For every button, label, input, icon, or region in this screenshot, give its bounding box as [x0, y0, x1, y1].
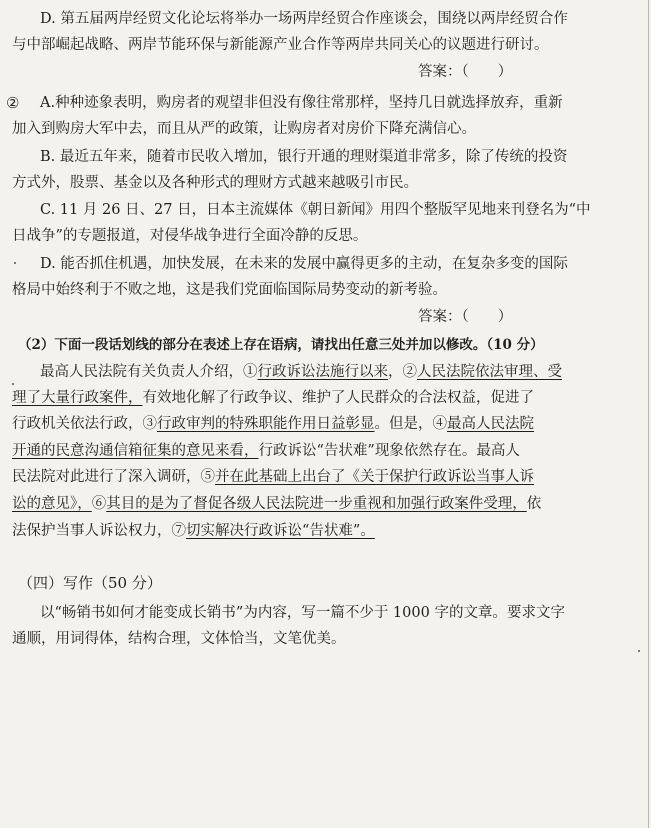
marker-4: ④ [432, 416, 447, 432]
marker-1: ① [243, 364, 258, 380]
passage-text: 最高人民法院有关负责人介绍， [40, 364, 243, 380]
scan-edge [648, 0, 649, 828]
underlined-segment-4-cont: 开通的民意沟通信箱征集的意见来看， [12, 443, 259, 459]
underlined-segment-7: 切实解决行政诉讼“告状难”。 [186, 523, 375, 539]
underlined-segment-5-cont: 讼的意见》， [12, 496, 92, 512]
option-d-line2: 格局中始终利于不败之地，这是我们党面临国际局势变动的新考验。 [12, 282, 447, 298]
option-b-line1: B. 最近五年来，随着市民收入增加，银行开通的理财渠道非常多，除了传统的投资 [40, 149, 568, 165]
scan-speck [638, 650, 640, 652]
marker-5: ⑤ [200, 469, 215, 485]
marker-3: ③ [142, 416, 157, 432]
passage-text: 行政诉讼“告状难”现象依然存在。最高人 [258, 443, 520, 459]
underlined-segment-2: 人民法院依法审理、受 [417, 364, 562, 380]
scan-speck [14, 262, 16, 264]
option-a-line2: 加入到购房大军中去，而且从严的政策，让购房者对房价下降充满信心。 [12, 121, 476, 137]
passage-text: 民法院对此进行了深入调研， [12, 469, 201, 485]
passage-text: 行政机关依法行政， [12, 416, 143, 432]
passage-line-5 [12, 466, 651, 488]
passage-text: 。但是， [374, 416, 433, 432]
question-number: ② [6, 94, 20, 112]
passage-line-7 [12, 520, 651, 542]
marker-2: ② [402, 364, 417, 380]
underlined-segment-6: 其目的是为了督促各级人民法院进一步重视和加强行政案件受理， [106, 496, 527, 512]
underlined-segment-3: 行政审判的特殊职能作用日益彰显 [157, 416, 375, 432]
writing-body-line1: 以“畅销书如何才能变成长销书”为内容，写一篇不少于 1000 字的文章。要求文字 [40, 605, 565, 621]
passage-line-6 [12, 493, 651, 515]
scan-speck [12, 383, 14, 385]
passage-line-4 [12, 440, 651, 462]
passage-text: ， [388, 364, 403, 380]
passage-text: 有效地化解了行政争议、维护了人民群众的合法权益，促进了 [142, 390, 534, 406]
prev-option-d-line2: 与中部崛起战略、两岸节能环保与新能源产业合作等两岸共同关心的议题进行研讨。 [12, 37, 549, 53]
answer-blank: 答案：（ ） [418, 309, 513, 325]
marker-6: ⑥ [91, 496, 107, 512]
passage-text: 依 [526, 496, 542, 512]
option-b-line2: 方式外，股票、基金以及各种形式的理财方式越来越吸引市民。 [12, 175, 418, 191]
writing-body-line2: 通顺，用词得体，结构合理，文体恰当，文笔优美。 [12, 631, 346, 647]
prev-answer-blank: 答案：（ ） [418, 64, 513, 80]
underlined-segment-4: 最高人民法院 [447, 416, 534, 432]
writing-heading: （四）写作（50 分） [18, 574, 162, 592]
underlined-segment-1: 行政诉讼法施行以来 [257, 364, 388, 380]
passage-line-2 [12, 387, 651, 409]
underlined-segment-5: 并在此基础上出台了《关于保护行政诉讼当事人诉 [215, 469, 534, 485]
part2-prompt: （2）下面一段话划线的部分在表述上存在语病，请找出任意三处并加以修改。（10 分） [18, 337, 544, 353]
passage-line-1 [40, 361, 651, 383]
option-a-line1: A.种种迹象表明，购房者的观望非但没有像往常那样，坚持几日就选择放弃，重新 [40, 95, 563, 111]
passage-text: 法保护当事人诉讼权力， [12, 523, 172, 539]
option-c-line1: C. 11 月 26 日、27 日，日本主流媒体《朝日新闻》用四个整版罕见地来刊登名为“中 [40, 202, 591, 218]
underlined-segment-2-cont: 理了大量行政案件， [12, 390, 143, 406]
option-d-line1: D. 能否抓住机遇，加快发展，在未来的发展中赢得更多的主动，在复杂多变的国际 [40, 256, 568, 272]
prev-option-d-line1: D. 第五届两岸经贸文化论坛将举办一场两岸经贸合作座谈会，围绕以两岸经贸合作 [40, 11, 568, 27]
marker-7: ⑦ [171, 523, 186, 539]
passage-line-3 [12, 413, 651, 435]
option-c-line2: 日战争”的专题报道，对侵华战争进行全面冷静的反思。 [12, 228, 368, 244]
